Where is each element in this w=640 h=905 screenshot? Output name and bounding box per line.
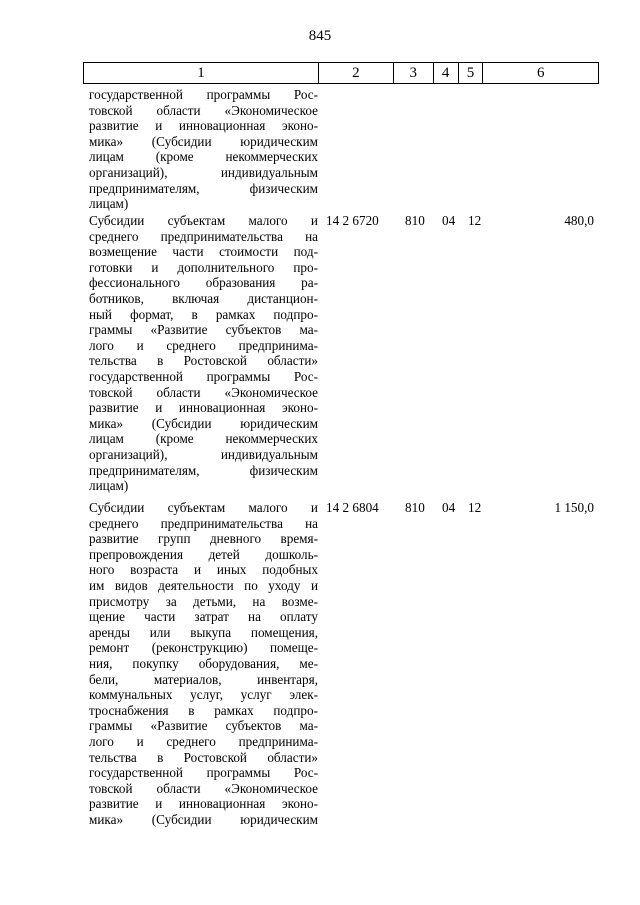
description-line: лого и среднего предпринима- bbox=[89, 337, 318, 353]
description-line: Субсидии субъектам малого и bbox=[89, 500, 318, 515]
description-line: граммы «Развитие субъектов ма- bbox=[89, 718, 318, 734]
description-line: предпринимателям, физическим bbox=[89, 180, 318, 196]
description-line: лого и среднего предпринима- bbox=[89, 733, 318, 749]
table-header bbox=[83, 62, 599, 84]
description-line: развитие и инновационная эконо- bbox=[89, 118, 318, 134]
description-line: среднего предпринимательства на bbox=[89, 515, 318, 531]
description-line: Субсидии субъектам малого и bbox=[89, 213, 318, 228]
description-line: ного возраста и иных подобных bbox=[89, 562, 318, 578]
header-col-3: 3 bbox=[394, 63, 434, 83]
description-line: лицам (кроме некоммерческих bbox=[89, 431, 318, 447]
page-number: 845 bbox=[308, 28, 332, 44]
description-line: государственной программы Рос- bbox=[89, 87, 318, 102]
target-code: 14 2 6720 bbox=[326, 213, 379, 228]
description-line: фессионального образования ра- bbox=[89, 275, 318, 291]
description-line: товской области «Экономическое bbox=[89, 102, 318, 118]
row-description bbox=[89, 87, 318, 212]
description-line: развитие групп дневного время- bbox=[89, 531, 318, 547]
section: 04 bbox=[442, 500, 456, 515]
description-line: ботников, включая дистанцион- bbox=[89, 290, 318, 306]
description-line: предпринимателям, физическим bbox=[89, 462, 318, 478]
subsection: 12 bbox=[468, 213, 482, 228]
description-line: бели, материалов, инвентаря, bbox=[89, 671, 318, 687]
header-col-2: 2 bbox=[319, 63, 394, 83]
description-line: ния, покупку оборудования, ме- bbox=[89, 655, 318, 671]
row-description bbox=[89, 500, 318, 827]
description-line: государственной программы Рос- bbox=[89, 368, 318, 384]
description-line: ный формат, в рамках подпро- bbox=[89, 306, 318, 322]
amount: 480,0 bbox=[564, 213, 594, 228]
description-line: лицам) bbox=[89, 196, 129, 212]
description-line: препровождения детей дошколь- bbox=[89, 546, 318, 562]
description-line: возмещение части стоимости под- bbox=[89, 244, 318, 260]
description-line: ремонт (реконструкцию) помеще- bbox=[89, 640, 318, 656]
description-line: присмотру за детьми, на возме- bbox=[89, 593, 318, 609]
description-line: граммы «Развитие субъектов ма- bbox=[89, 322, 318, 338]
description-line: мика» (Субсидии юридическим bbox=[89, 133, 318, 149]
description-line: мика» (Субсидии юридическим bbox=[89, 811, 318, 827]
target-code: 14 2 6804 bbox=[326, 500, 379, 515]
header-col-6: 6 bbox=[536, 64, 545, 81]
description-line: лицам) bbox=[89, 478, 129, 494]
description-line: развитие и инновационная эконо- bbox=[89, 796, 318, 812]
header-col-5: 5 bbox=[459, 63, 484, 83]
subsection: 12 bbox=[468, 500, 482, 515]
description-line: им видов деятельности по уходу и bbox=[89, 577, 318, 593]
description-line: развитие и инновационная эконо- bbox=[89, 400, 318, 416]
header-col-4: 4 bbox=[434, 63, 459, 83]
description-line: троснабжения в рамках подпро- bbox=[89, 702, 318, 718]
description-line: лицам (кроме некоммерческих bbox=[89, 149, 318, 165]
expense-type: 810 bbox=[405, 213, 425, 228]
description-line: мика» (Субсидии юридическим bbox=[89, 415, 318, 431]
row-description bbox=[89, 213, 318, 494]
description-line: товской области «Экономическое bbox=[89, 780, 318, 796]
description-line: государственной программы Рос- bbox=[89, 765, 318, 781]
section: 04 bbox=[442, 213, 456, 228]
description-line: коммунальных услуг, услуг элек- bbox=[89, 687, 318, 703]
expense-type: 810 bbox=[405, 500, 425, 515]
description-line: щение части затрат на оплату bbox=[89, 609, 318, 625]
description-line: организаций), индивидуальным bbox=[89, 164, 318, 180]
description-line: тельства в Ростовской области» bbox=[89, 749, 318, 765]
description-line: готовки и дополнительного про- bbox=[89, 259, 318, 275]
description-line: организаций), индивидуальным bbox=[89, 446, 318, 462]
description-line: среднего предпринимательства на bbox=[89, 228, 318, 244]
header-col-1: 1 bbox=[84, 63, 319, 83]
description-line: товской области «Экономическое bbox=[89, 384, 318, 400]
amount: 1 150,0 bbox=[554, 500, 594, 515]
description-line: тельства в Ростовской области» bbox=[89, 353, 318, 369]
description-line: аренды или выкупа помещения, bbox=[89, 624, 318, 640]
